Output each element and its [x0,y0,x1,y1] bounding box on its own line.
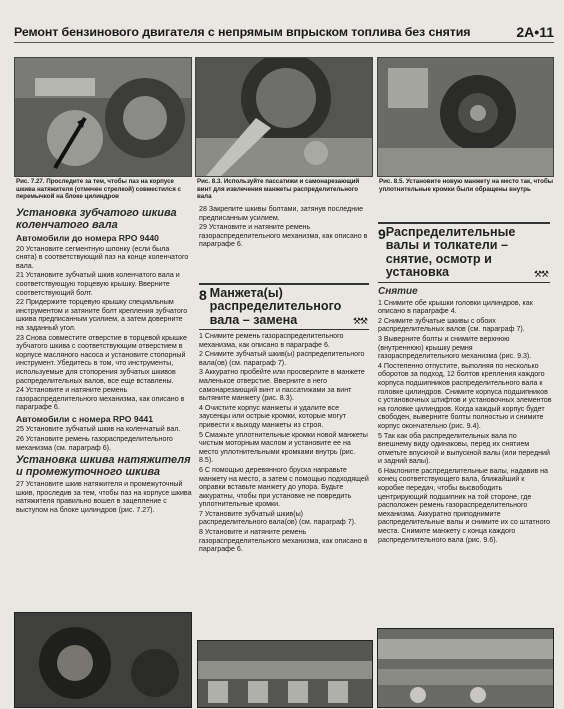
heading-install-tensioner: Установка шкива натяжителя и промежуточного шкива [16,454,191,478]
s9-para-5: 5 Так как оба распределительных вала по внешнему виду одинаковы, перед их снятием отметьте впускной и выпускной валы (или передний и задний валы). [378,431,550,466]
heading-cars-from-rpo-9441: Автомобили с номера RPO 9441 [16,413,153,424]
para-22: 22 Придержите торцевую крышку специальным инструментом и затяните болт крепления зубчатого шкива предписанным усилием, а затем доверните на заданный угол. [16,298,188,332]
column-2 [199,205,369,250]
section-8-number: 8 [199,287,207,303]
caption-fig-8-3: Рис. 8.3. Используйте пассатижи и самонарезающий винт для извлечения манжеты распределительного вала [197,178,360,201]
heading-removal: Снятие [378,286,418,297]
page-header [14,22,554,43]
column-3 [378,285,552,545]
s8-para-4: 4 Очистите корпус манжеты и удалите все заусенцы или острые кромки, которые могут привести к выходу манжеты из строя. [199,403,346,429]
wrench-tools-icon: ⚒⚒ [352,316,367,326]
section-9-title: Распределительные валы и толкатели – снятие, осмотр и установка [385,225,516,280]
para-21: 21 Установите зубчатый шкив коленчатого вала и соответствующую торцевую крышку. Вверните соответствующий болт. [16,271,180,297]
column-2-body [199,332,369,555]
page-title: Ремонт бензинового двигателя с непрямым впрыском топлива без снятия [14,25,471,39]
page-number: 2А•11 [516,24,554,40]
s9-para-1: 1 Снимите обе крышки головки цилиндров, как описано в параграфе 4. [378,298,533,316]
para-20: 20 Установите сегментную шпонку (если была снята) в соответствующий паз на конце коленчатого вала. [16,244,189,270]
para-24: 24 Установите и натяните ремень газораспределительного механизма, как описано в параграфе 6. [16,386,185,412]
s8-para-3: 3 Аккуратно пробейте или просверлите в манжете маленькое отверстие. Вверните в него самонарезающий винт и пассатижами за винт вытяните манжету (рис. 8.3). [199,368,365,403]
heading-install-crank-pulley: Установка зубчатого шкива коленчатого вала [16,207,177,231]
photo-fig-8-5 [377,57,554,177]
para-25: 25 Установите зубчатый шкив на коленчатый вал. [16,425,181,434]
s9-para-6: 6 Наклоните распределительные валы, надавив на конец соответствующего вала, ближайший к коробке передач, чтобы высвободить центрирующий подшипник на той стороне, где расположен ремень газораспределительного механизма. Аккуратно приподнимите распределительные валы и снимите их со штатного места. Снимите манжету с конца каждого распределительного вала (рис. 9.6). [378,466,550,544]
s8-para-8: 8 Установите и натяните ремень газораспределительного механизма, как описано в параграфе 6. [199,528,368,554]
para-26: 26 Установите ремень газораспределительного механизма (см. параграф 6). [16,435,173,452]
section-8-header [199,283,369,330]
photo-bottom-middle [197,640,373,708]
para-23: 23 Снова совместите отверстие в торцевой крышке зубчатого шкива с соответствующим отверстием в корпусе масляного насоса и установите стопорный инструмент. Убедитесь в том, что инструменты, используемые для стопорения зубчатых шкивов распределительных валов, все еще вставлены. [16,333,187,385]
s9-para-3: 3 Выверните болты и снимите верхнюю (внутреннюю) крышку ремня газораспределительного механизма (рис. 9.3). [378,334,532,361]
photo-fig-8-3 [195,57,373,177]
s8-para-2: 2 Снимите зубчатый шкив(ы) распределительного вала(ов) (см. параграф 7). [199,350,365,367]
para-28: 28 Закрепите шкивы болтами, затянув последние предписанным усилием. [199,205,364,222]
para-29: 29 Установите и натяните ремень газораспределительного механизма, как описано в параграфе 6. [199,223,368,249]
section-9-header [378,222,550,283]
s9-para-4: 4 Постепенно отпустите, выполняя по несколько оборотов за подход, 12 болтов крепления каждого корпуса подшипников распределительного вала к головке цилиндров. Снимите корпуса подшипников с установочных штифтов и установочных элементов на головке цилиндров. Когда каждый корпус будет свободен, выверните болты полностью и снимите корпус окончательно (рис. 9.4). [378,361,552,430]
caption-fig-7-27: Рис. 7.27. Проследите за тем, чтобы паз на корпусе шкива натяжителя (отмечен стрелкой) совместился с перемычкой на блоке цилиндров [16,178,181,201]
section-8-title: Манжета(ы) распределительного вала – замена [209,286,342,327]
s8-para-5: 5 Смажьте уплотнительные кромки новой манжеты чистым моторным маслом и установите ее на место уплотнительными кромками внутрь (рис. 8.5). [199,430,368,465]
section-9-number: 9 [378,226,386,242]
s8-para-6: 6 С помощью деревянного бруска направьте манжету на место, а затем с помощью подходящей оправки вставьте манжету до упора. Будьте аккуратны, чтобы при установке не повредить уплотнительные кромки. [199,465,369,509]
s9-para-2: 2 Снимите зубчатые шкивы с обоих распределительных валов (см. параграф 7). [378,316,525,334]
para-27: 27 Установите шкив натяжителя и промежуточный шкив, проследив за тем, чтобы паз на корпусе шкива натяжителя правильно вошел в зацепление с выступом на блоке цилиндров (рис. 7.27). [16,480,192,515]
photo-bottom-right [377,628,554,708]
wrench-tools-icon: ⚒⚒ [533,269,548,279]
s8-para-1: 1 Снимите ремень газораспределительного механизма, как описано в параграфе 6. [199,332,344,349]
caption-fig-8-5: Рис. 8.5. Установите новую манжету на место так, чтобы уплотнительные кромки были обращены внутрь [379,178,553,193]
photo-fig-7-27 [14,57,192,177]
heading-cars-to-rpo-9440: Автомобили до номера RPO 9440 [16,233,159,243]
photo-bottom-left [14,612,192,708]
column-1 [16,205,192,516]
s8-para-7: 7 Установите зубчатый шкив(ы) распределительного вала(ов) (см. параграф 7). [199,509,356,527]
